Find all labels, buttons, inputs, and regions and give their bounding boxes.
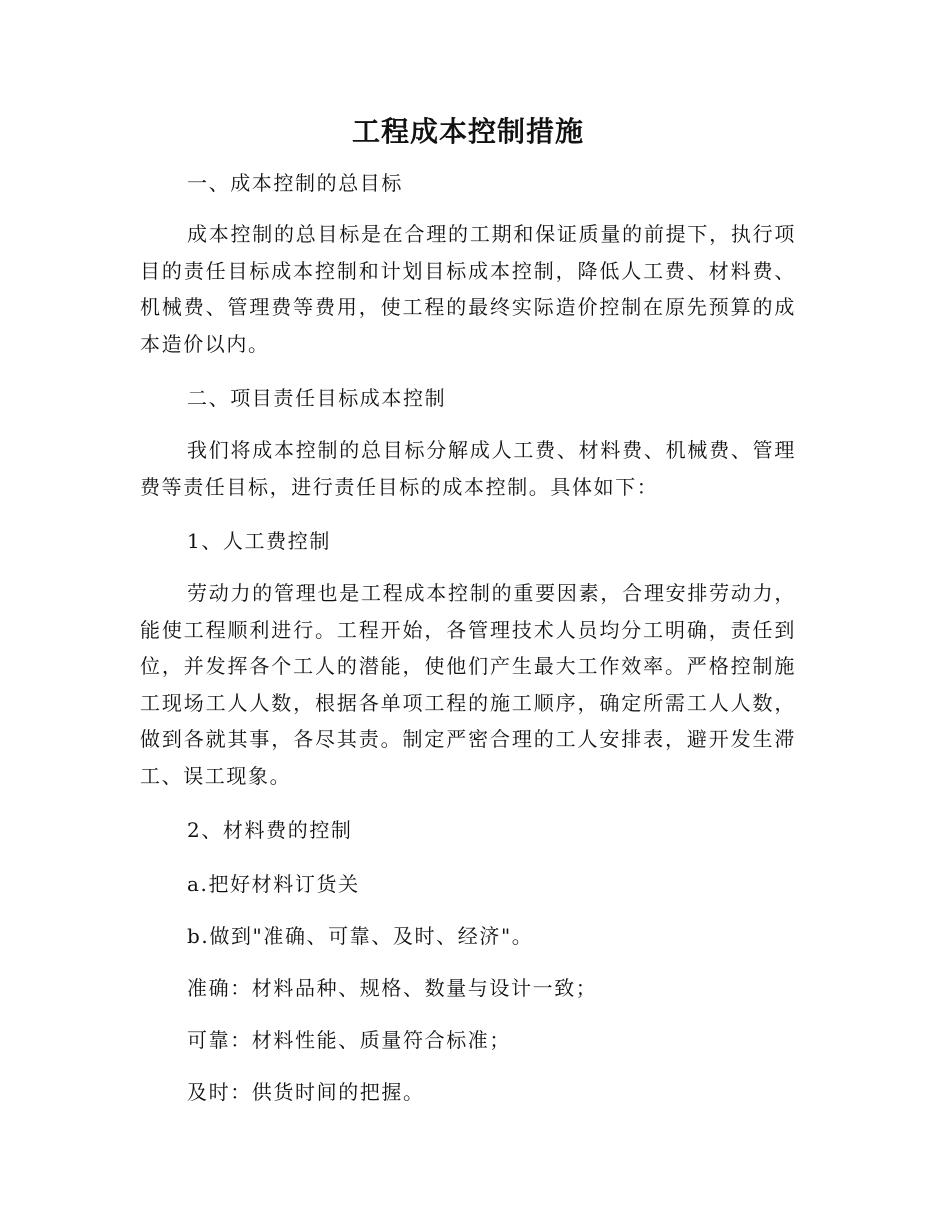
paragraph-responsibility-target: 我们将成本控制的总目标分解成人工费、材料费、机械费、管理费等责任目标，进行责任目标的成本控制。具体如下： <box>140 438 796 499</box>
paragraph-overall-goal: 成本控制的总目标是在合理的工期和保证质量的前提下，执行项目的责任目标成本控制和计划目标成本控制，降低人工费、材料费、机械费、管理费等费用，使工程的最终实际造价控制在原先预算的成本造价以内。 <box>140 222 796 356</box>
list-item-b: b.做到"准确、可靠、及时、经济"。 <box>187 924 534 948</box>
criterion-accurate: 准确：材料品种、规格、数量与设计一致； <box>187 976 598 1000</box>
document-page <box>140 0 796 1230</box>
criterion-timely: 及时：供货时间的把握。 <box>187 1080 425 1104</box>
criterion-reliable: 可靠：材料性能、质量符合标准； <box>187 1028 511 1052</box>
paragraph-labor-cost: 劳动力的管理也是工程成本控制的重要因素，合理安排劳动力，能使工程顺利进行。工程开始，各管理技术人员均分工明确，责任到位，并发挥各个工人的潜能，使他们产生最大工作效率。严格控制施工现场工人人数，根据各单项工程的施工顺序，确定所需工人人数，做到各就其事，各尽其责。制定严密合理的工人安排表，避开发生滞工、误工现象。 <box>140 581 796 788</box>
list-item-a: a.把好材料订货关 <box>187 872 360 896</box>
heading-overall-goal: 一、成本控制的总目标 <box>187 171 403 195</box>
document-title: 工程成本控制措施 <box>351 115 584 148</box>
heading-labor-cost: 1、人工费控制 <box>187 529 331 553</box>
heading-material-cost: 2、材料费的控制 <box>187 818 353 842</box>
heading-responsibility-target: 二、项目责任目标成本控制 <box>187 386 447 410</box>
